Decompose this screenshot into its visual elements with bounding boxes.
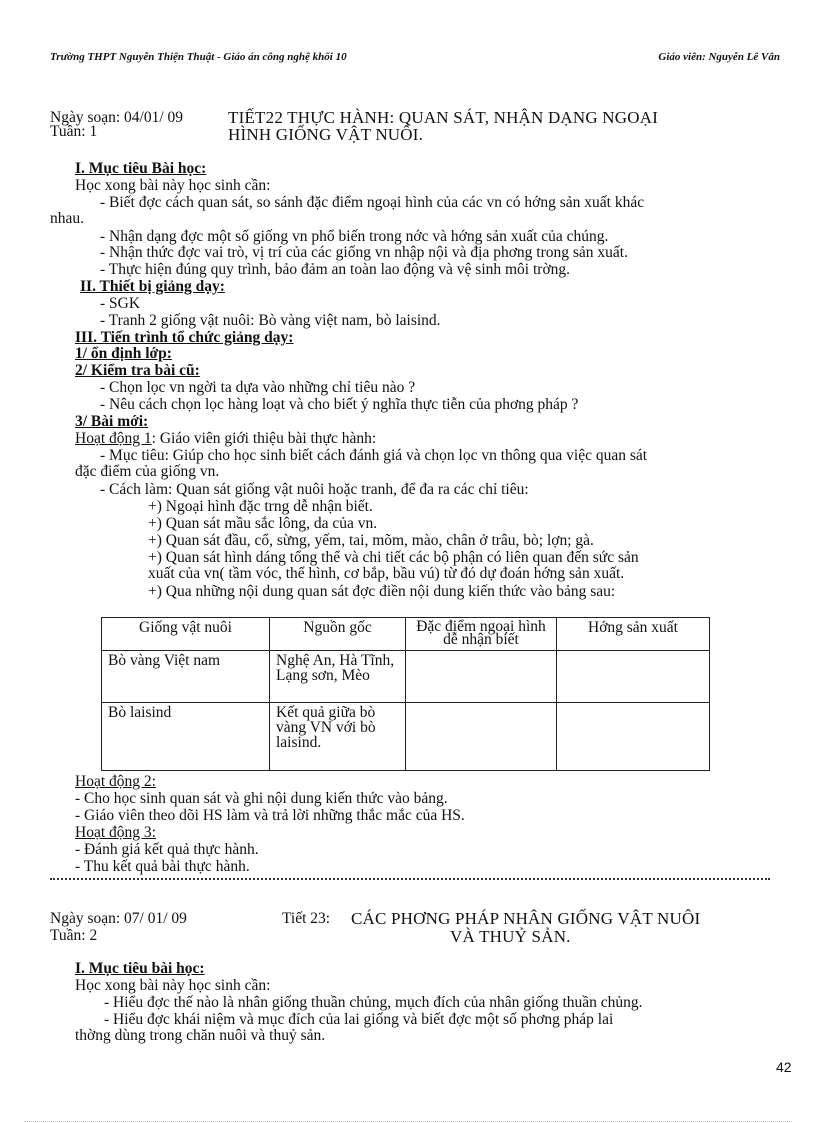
section-divider — [50, 878, 770, 880]
activity1-criterion-4-cont: xuất của vn( tầm vóc, thể hình, cơ bắp, bầu vú) từ đó dự đoán hớng sản xuất. — [148, 565, 625, 582]
lesson1-goal-3: - Nhận thức đợc vai trò, vị trí của các giống vn nhập nội và địa phơng trong sản xuất. — [100, 244, 628, 261]
header-teacher-name: Giáo viên: Nguyễn Lê Vân — [658, 51, 780, 63]
lesson1-goal-1-cont: nhau. — [50, 210, 85, 227]
table-header-cell: Nguồn gốc — [270, 618, 406, 651]
lesson2-section1-intro: Học xong bài này học sinh cần: — [75, 977, 271, 994]
lesson1-section2-heading: II. Thiết bị giảng dạy: — [80, 278, 225, 295]
header-school-title: Trường THPT Nguyễn Thiện Thuật - Giáo án công nghệ khối 10 — [50, 51, 347, 63]
activity1-criterion-5: +) Qua những nội dung quan sát đợc điền nội dung kiến thức vào bảng sau: — [148, 583, 616, 600]
table-cell — [557, 651, 710, 703]
lesson1-title-line1: TIẾT22 THỰC HÀNH: QUAN SÁT, NHẬN DẠNG NGOẠI — [228, 108, 659, 127]
activity1-criterion-1: +) Ngoại hình đặc trng dễ nhận biết. — [148, 498, 373, 515]
lesson1-review-question-2: - Nêu cách chọn lọc hàng loạt và cho biết ý nghĩa thực tiễn của phơng pháp ? — [100, 396, 579, 413]
lesson1-date: Ngày soạn: 04/01/ 09 — [50, 109, 184, 126]
lesson1-week: Tuần: 1 — [50, 123, 98, 140]
table-cell: Bò vàng Việt nam — [102, 651, 270, 703]
lesson1-goal-2: - Nhận dạng đợc một số giống vn phổ biến trong nớc và hớng sản xuất của chúng. — [100, 228, 609, 245]
table-header-cell: Hớng sản xuất — [557, 618, 710, 651]
lesson1-step-3: 3/ Bài mới: — [75, 413, 149, 430]
activity1-criterion-4: +) Quan sát hình dáng tổng thể và chi tiết các bộ phận có liên quan đến sức sản — [148, 549, 639, 566]
activity3-label: Hoạt động 3: — [75, 824, 156, 841]
table-header-cell: Đặc điểm ngoại hình dễ nhận biết — [406, 618, 557, 651]
lesson1-review-question-1: - Chọn lọc vn ngời ta dựa vào những chỉ tiêu nào ? — [100, 379, 416, 396]
lesson2-goal-1: - Hiểu đợc thế nào là nhân giống thuần chủng, mụch đích của nhân giống thuần chủng. — [104, 994, 643, 1011]
lesson2-date: Ngày soạn: 07/ 01/ 09 — [50, 910, 187, 927]
activity1-label: Hoạt động 1 — [75, 430, 152, 447]
activity3-item-1: - Đánh giá kết quả thực hành. — [75, 841, 259, 858]
lesson2-section1-heading: I. Mục tiêu bài học: — [75, 960, 205, 977]
lesson2-title-line2: VÀ THUỶ SẢN. — [450, 927, 571, 946]
activity1-criterion-2: +) Quan sát mầu sắc lông, da của vn. — [148, 515, 378, 532]
table-cell — [406, 651, 557, 703]
lesson1-title-line2: HÌNH GIỐNG VẬT NUÔI. — [228, 125, 424, 144]
page-number: 42 — [776, 1059, 792, 1075]
lesson1-section1-intro: Học xong bài này học sinh cần: — [75, 177, 271, 194]
activity1-goal-cont: đặc điểm của giống vn. — [75, 463, 220, 480]
table-cell: Nghệ An, Hà Tĩnh, Lạng sơn, Mèo — [270, 651, 406, 703]
table-header-cell: Giống vật nuôi — [102, 618, 270, 651]
lesson2-goal-2: - Hiểu đợc khái niệm và mục đích của lai giống và biết đợc một số phơng pháp lai — [104, 1011, 614, 1028]
table-row — [102, 703, 710, 771]
activity1-criterion-3: +) Quan sát đầu, cổ, sừng, yếm, tai, mõm, mào, chân ở trâu, bò; lợn; gà. — [148, 532, 594, 549]
table-row — [102, 651, 710, 703]
activity1-desc: : Giáo viên giới thiệu bài thực hành: — [151, 430, 377, 447]
activity1-goal: - Mục tiêu: Giúp cho học sinh biết cách đánh giá và chọn lọc vn thông qua việc quan sát — [100, 447, 648, 464]
lesson1-equipment-2: - Tranh 2 giống vật nuôi: Bò vàng việt nam, bò laisind. — [100, 312, 441, 329]
lesson2-goal-2-cont: thờng dùng trong chăn nuôi và thuỷ sản. — [75, 1027, 326, 1044]
lesson1-section1-heading: I. Mục tiêu Bài học: — [75, 160, 207, 177]
lesson1-goal-4: - Thực hiện đúng quy trình, bảo đảm an toàn lao động và vệ sinh môi trờng. — [100, 261, 571, 278]
table-cell — [557, 703, 710, 771]
table-cell — [406, 703, 557, 771]
table-cell: Bò laisind — [102, 703, 270, 771]
activity3-item-2: - Thu kết quả bài thực hành. — [75, 858, 250, 875]
lesson2-week: Tuần: 2 — [50, 927, 98, 944]
lesson1-step-1: 1/ ổn định lớp: — [75, 345, 172, 362]
lesson1-goal-1: - Biết đợc cách quan sát, so sánh đặc điểm ngoại hình của các vn có hớng sản xuất khác — [100, 194, 645, 211]
table-cell: Kết quả giữa bò vàng VN với bò laisind. — [270, 703, 406, 771]
lesson2-title-line1: CÁC PHƠNG PHÁP NHÂN GIỐNG VẬT NUÔI — [351, 909, 701, 928]
table-header-row — [102, 618, 710, 651]
lesson1-step-2: 2/ Kiểm tra bài cũ: — [75, 362, 200, 379]
lesson1-equipment-1: - SGK — [100, 295, 141, 312]
lesson1-section3-heading: III. Tiến trình tổ chức giảng dạy: — [75, 329, 294, 346]
activity1-method: - Cách làm: Quan sát giống vật nuôi hoặc tranh, để đa ra các chỉ tiêu: — [100, 481, 529, 498]
breed-table — [101, 617, 710, 771]
lesson2-period: Tiết 23: — [282, 910, 331, 927]
activity2-label: Hoạt động 2: — [75, 773, 156, 790]
footer-rule — [24, 1121, 792, 1122]
activity2-item-2: - Giáo viên theo dõi HS làm và trả lời những thắc mắc của HS. — [75, 807, 465, 824]
lesson1-activity1 — [75, 431, 376, 447]
activity2-item-1: - Cho học sinh quan sát và ghi nội dung kiến thức vào bảng. — [75, 790, 448, 807]
